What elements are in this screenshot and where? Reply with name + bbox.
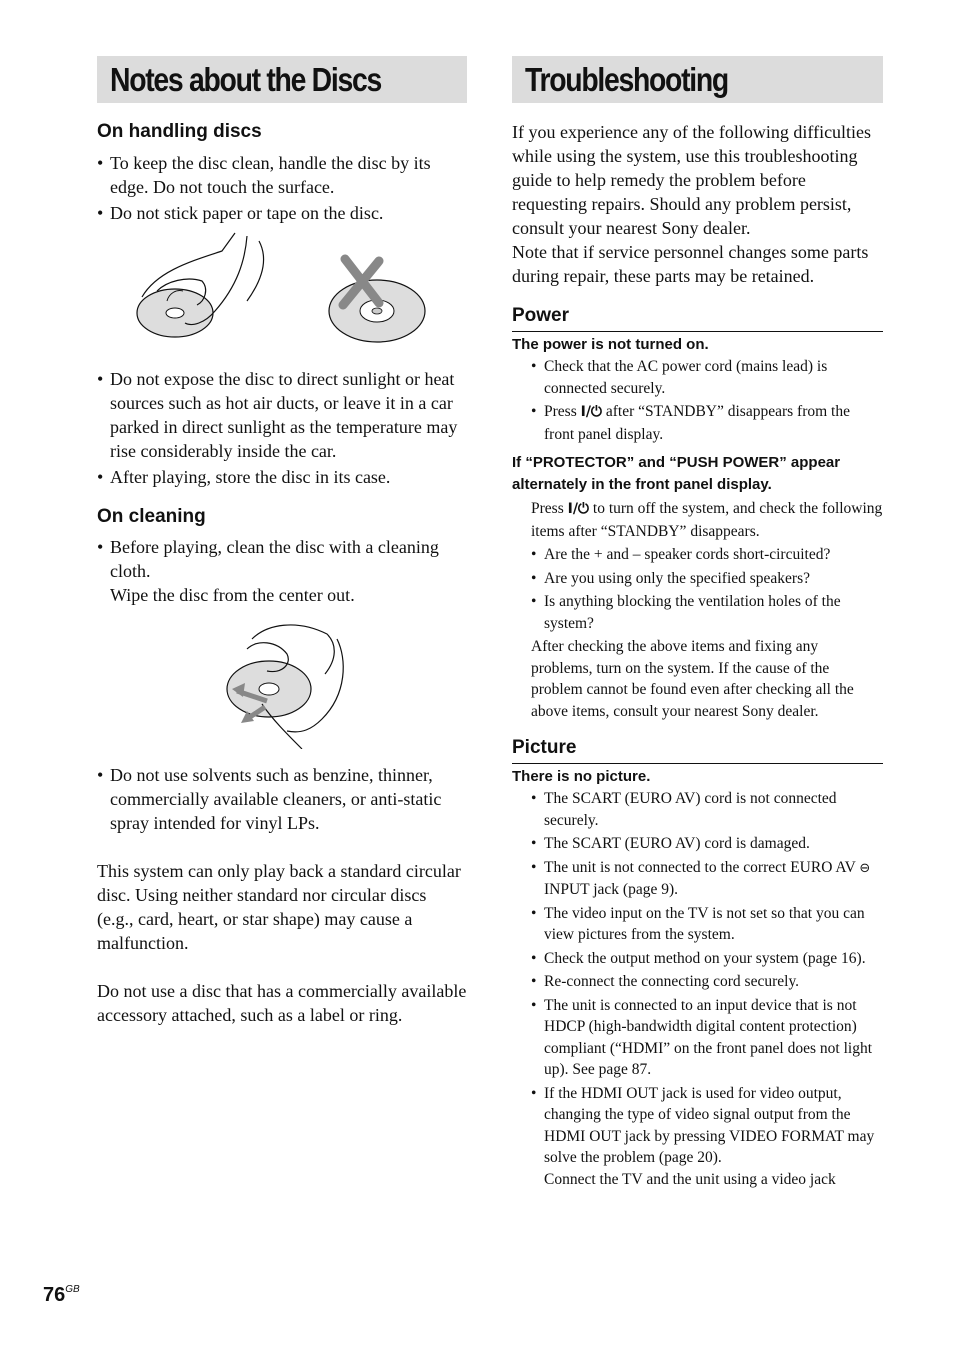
list-item: • If the HDMI OUT jack is used for video output, changing the type of video signal output from the HDMI OUT jack by pressing VIDEO FORMAT may solve the problem (page 20). Connect the TV and the unit using a video jack [531,1083,883,1191]
intro-paragraph: If you experience any of the following difficulties while using the system, use this troubleshooting guide to help remedy the problem before requesting repairs. Should any problem persist, consult your nearest Sony dealer. [512,122,872,238]
protector-list [512,544,883,634]
list-item: • The video input on the TV is not set so that you can view pictures from the system. [531,903,883,946]
heading-power: Power [512,304,883,332]
list-item: • After playing, store the disc in its case. [97,465,467,489]
section-title-troubleshooting: Troubleshooting [512,56,883,103]
list-item: • Are the + and – speaker cords short-circuited? [531,544,883,566]
list-item: • Check that the AC power cord (mains lead) is connected securely. [531,356,883,399]
list-item: • Are you using only the specified speakers? [531,568,883,590]
list-item: • The unit is not connected to the correct EURO AV ⊖ INPUT jack (page 9). [531,857,883,901]
sub-no-picture: There is no picture. [512,768,651,785]
sub-protector: If “PROTECTOR” and “PUSH POWER” appear alternately in the front panel display. [512,454,841,493]
handling-list [97,151,467,225]
heading-cleaning: On cleaning [97,506,206,527]
list-item: • To keep the disc clean, handle the disc by its edge. Do not touch the surface. [97,151,467,199]
list-item: • Is anything blocking the ventilation holes of the system? [531,591,883,634]
cleaning-list [97,535,467,607]
page-number: $76^{GB}$ [43,1284,80,1306]
sub-power-not-on: The power is not turned on. [512,336,709,353]
protector-after: After checking the above items and fixing any problems, turn on the system. If the cause of the problem cannot be found even after checking all the above items, consult your nearest Sony dealer. [531,638,854,720]
power-icon: I/⏻ [580,404,603,420]
list-item: • Do not stick paper or tape on the disc. [97,201,467,225]
list-item: • Check the output method on your system (page 16). [531,948,883,970]
disc-handling-figure [97,231,467,361]
cleaning-list-2 [97,763,467,835]
list-item: • Before playing, clean the disc with a cleaning cloth. Wipe the disc from the center out. [97,535,467,607]
heading-handling: On handling discs [97,121,262,142]
list-item: • Do not expose the disc to direct sunlight or heat sources such as hot air ducts, or leave it in a car parked in direct sunlight as the temperature may rise considerably inside the car. [97,367,467,463]
input-jack-icon: ⊖ [859,860,871,876]
right-column [512,56,883,1192]
list-item: • The SCART (EURO AV) cord is damaged. [531,833,883,855]
paragraph-accessory: Do not use a disc that has a commercially available accessory attached, such as a label or ring. [97,981,467,1025]
handling-list-2 [97,367,467,489]
list-item: • Re-connect the connecting cord securely. [531,971,883,993]
list-item: • The SCART (EURO AV) cord is not connected securely. [531,788,883,831]
power-list [512,356,883,445]
list-item: • Do not use solvents such as benzine, thinner, commercially available cleaners, or anti-static spray intended for vinyl LPs. [97,763,467,835]
paragraph-circular-disc: This system can only play back a standard circular disc. Using neither standard nor circular discs (e.g., card, heart, or star shape) may cause a malfunction. [97,861,461,953]
left-column [97,56,467,1027]
protector-paragraph: Press I/⏻ to turn off the system, and check the following items after “STANDBY” disappears. [531,500,883,540]
list-item: • Press I/⏻ after “STANDBY” disappears from the front panel display. [531,401,883,445]
intro-note: Note that if service personnel changes some parts during repair, these parts may be retained. [512,242,869,286]
section-title-notes: Notes about the Discs [97,56,467,103]
picture-list [512,788,883,1190]
heading-picture: Picture [512,736,883,764]
power-icon: I/⏻ [567,501,590,517]
disc-cleaning-figure [97,619,467,749]
list-item: • The unit is connected to an input device that is not HDCP (high-bandwidth digital content protection) compliant (“HDMI” on the front panel does not light up). See page 87. [531,995,883,1081]
